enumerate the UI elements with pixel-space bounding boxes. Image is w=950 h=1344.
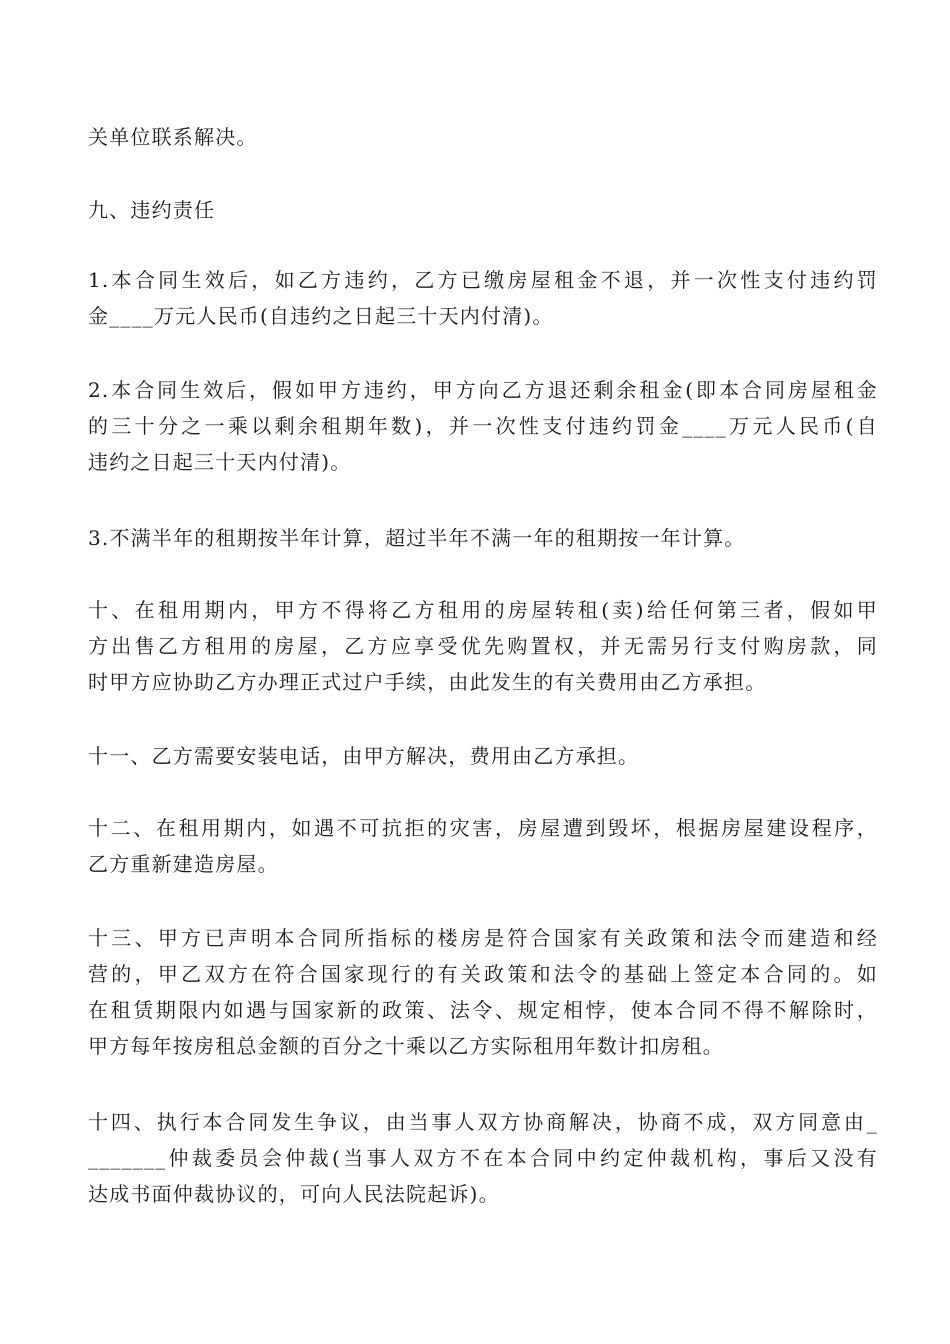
section-heading-breach bbox=[88, 192, 878, 228]
paragraph-clause-14 bbox=[88, 1104, 878, 1212]
text-line: 十三、甲方已声明本合同所指标的楼房是符合国家有关政策和法令而建造和经 bbox=[88, 926, 878, 950]
paragraph-breach-3 bbox=[88, 520, 878, 556]
text-line: 时甲方应协助乙方办理正式过户手续，由此发生的有关费用由乙方承担。 bbox=[88, 670, 767, 694]
text-line: _______仲裁委员会仲裁(当事人双方不在本合同中约定仲裁机构，事后又没有 bbox=[88, 1146, 878, 1170]
text-line: 方出售乙方租用的房屋，乙方应享受优先购置权，并无需另行支付购房款，同 bbox=[88, 634, 878, 658]
text-line: 2.本合同生效后，假如甲方违约，甲方向乙方退还剩余租金(即本合同房屋租金 bbox=[88, 378, 878, 402]
paragraph-clause-10 bbox=[88, 592, 878, 700]
paragraph-clause-13 bbox=[88, 920, 878, 1064]
text-line: 1.本合同生效后，如乙方违约，乙方已缴房屋租金不退，并一次性支付违约罚 bbox=[88, 268, 878, 292]
text-line: 的三十分之一乘以剩余租期年数)，并一次性支付违约罚金____万元人民币(自 bbox=[88, 414, 878, 438]
text-line: 十一、乙方需要安装电话，由甲方解决，费用由乙方承担。 bbox=[88, 744, 640, 768]
paragraph-clause-8-end bbox=[88, 119, 878, 155]
text-line: 金____万元人民币(自违约之日起三十天内付清)。 bbox=[88, 304, 554, 328]
heading-text: 九、违约责任 bbox=[88, 198, 216, 222]
text-line: 十二、在租用期内，如遇不可抗拒的灾害，房屋遭到毁坏，根据房屋建设程序， bbox=[88, 816, 878, 840]
text-line: 乙方重新建造房屋。 bbox=[88, 852, 279, 876]
text-line: 营的，甲乙双方在符合国家现行的有关政策和法令的基础上签定本合同的。如 bbox=[88, 962, 878, 986]
text-line: 在租赁期限内如遇与国家新的政策、法令、规定相悖，使本合同不得不解除时， bbox=[88, 998, 878, 1022]
paragraph-clause-11 bbox=[88, 738, 878, 774]
text-line: 达成书面仲裁协议的，可向人民法院起诉)。 bbox=[88, 1182, 500, 1206]
text-line: 十四、执行本合同发生争议，由当事人双方协商解决，协商不成，双方同意由_ bbox=[88, 1110, 878, 1134]
text-line: 十、在租用期内，甲方不得将乙方租用的房屋转租(卖)给任何第三者，假如甲 bbox=[88, 598, 878, 622]
paragraph-breach-1 bbox=[88, 262, 878, 334]
text-line: 关单位联系解决。 bbox=[88, 125, 258, 149]
text-line: 甲方每年按房租总金额的百分之十乘以乙方实际租用年数计扣房租。 bbox=[88, 1034, 724, 1058]
text-line: 3.不满半年的租期按半年计算，超过半年不满一年的租期按一年计算。 bbox=[88, 526, 746, 550]
paragraph-breach-2 bbox=[88, 372, 878, 480]
text-line: 违约之日起三十天内付清)。 bbox=[88, 450, 352, 474]
paragraph-clause-12 bbox=[88, 810, 878, 882]
